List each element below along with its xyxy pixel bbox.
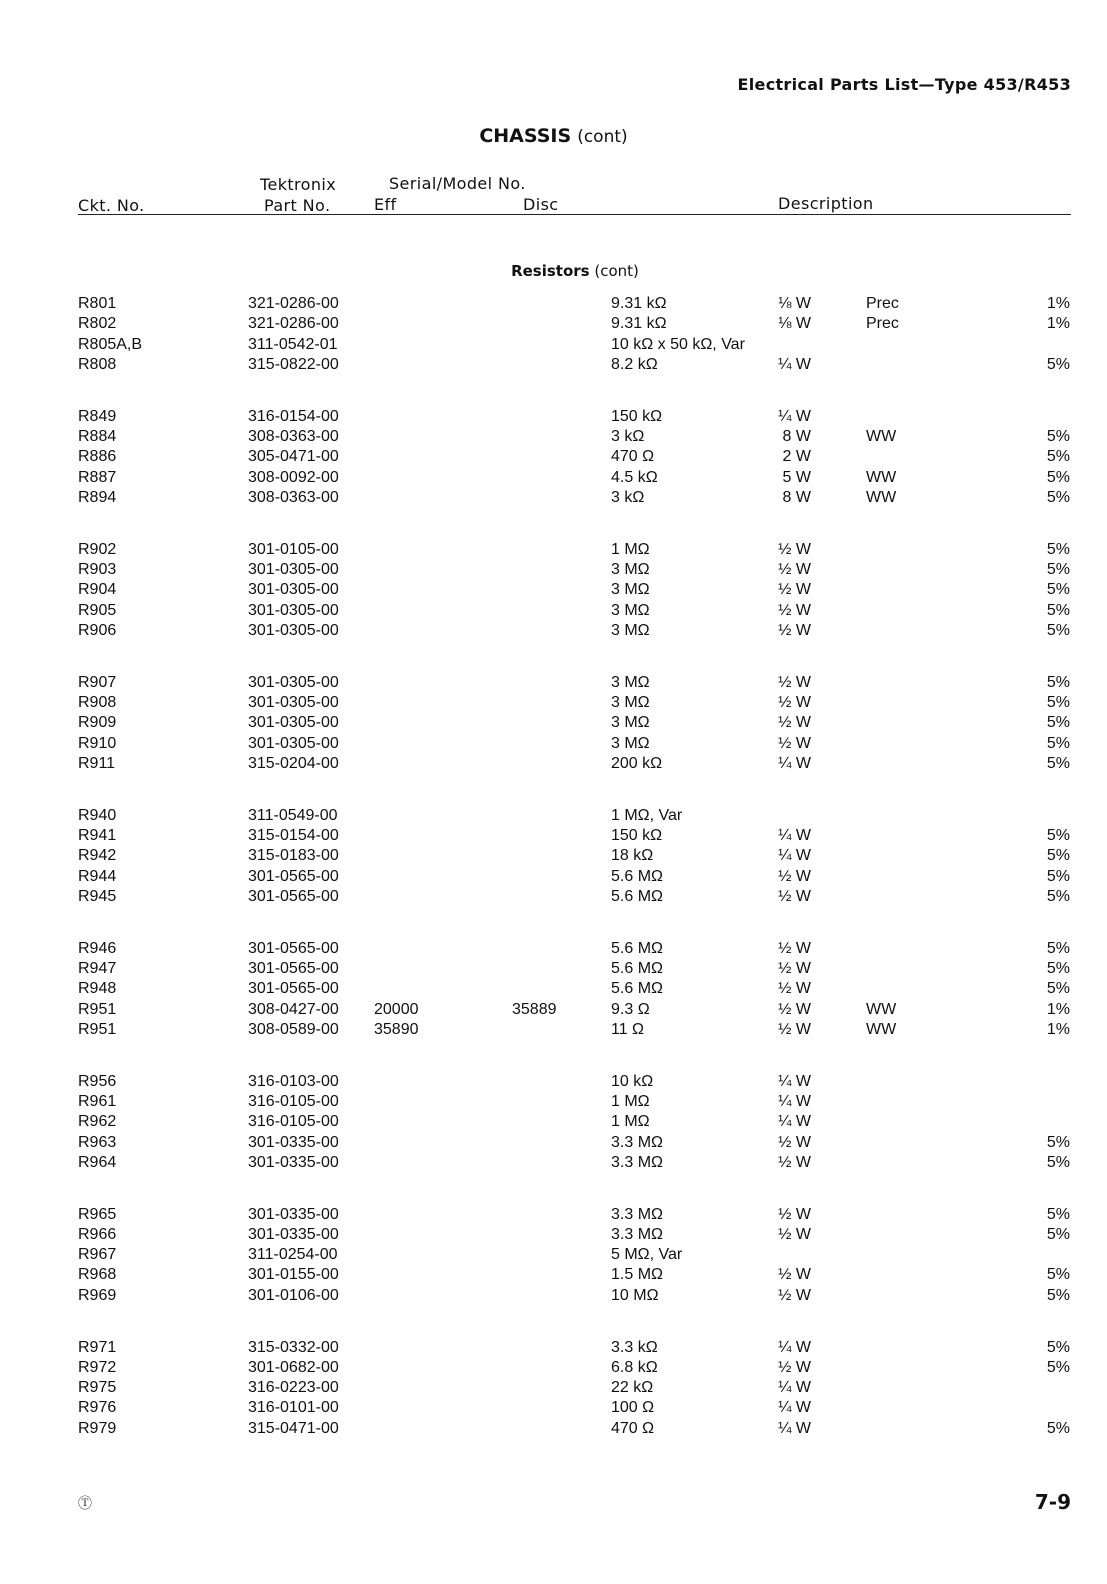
part-number: 316-0103-00 <box>248 1072 339 1090</box>
part-number: 315-0154-00 <box>248 826 339 844</box>
table-row <box>0 806 1107 826</box>
part-number: 308-0589-00 <box>248 1020 339 1038</box>
wattage: ½ W <box>778 581 811 599</box>
wattage: ¼ W <box>778 1338 811 1356</box>
ckt-number: R964 <box>78 1153 117 1171</box>
table-row <box>0 407 1107 427</box>
resistance-value: 1 MΩ <box>611 1113 650 1131</box>
resistance-value: 1.5 MΩ <box>611 1266 663 1284</box>
tolerance: 5% <box>1046 427 1070 445</box>
ckt-number: R884 <box>78 427 117 445</box>
page-header: Electrical Parts List—Type 453/R453 <box>737 75 1071 94</box>
ckt-number: R951 <box>78 1000 117 1018</box>
table-row <box>0 540 1107 560</box>
resistance-value: 1 MΩ <box>611 540 650 558</box>
wattage: 8 W <box>782 427 811 445</box>
column-header-serial: Serial/Model No. <box>389 174 526 193</box>
part-number: 308-0363-00 <box>248 427 339 445</box>
ckt-number: R956 <box>78 1072 117 1090</box>
wattage: ½ W <box>778 714 811 732</box>
table-row <box>0 1265 1107 1285</box>
resistance-value: 470 Ω <box>611 1419 655 1437</box>
resistance-value: 5.6 MΩ <box>611 867 663 885</box>
table-row <box>0 580 1107 600</box>
table-row <box>0 314 1107 334</box>
wattage: ¼ W <box>778 826 811 844</box>
part-number: 301-0105-00 <box>248 540 339 558</box>
table-row <box>0 1020 1107 1040</box>
tolerance: 1% <box>1046 295 1070 312</box>
table-row <box>0 673 1107 693</box>
wattage: ⅛ W <box>778 295 811 312</box>
ckt-number: R911 <box>78 754 116 772</box>
part-number: 316-0101-00 <box>248 1399 339 1417</box>
tolerance: 5% <box>1046 1205 1070 1223</box>
table-row <box>0 1398 1107 1418</box>
table-row <box>0 560 1107 580</box>
resistance-value: 470 Ω <box>611 448 655 466</box>
wattage: ½ W <box>778 673 811 691</box>
ckt-number: R968 <box>78 1266 117 1284</box>
ckt-number: R905 <box>78 601 117 619</box>
part-number: 321-0286-00 <box>248 315 339 333</box>
part-number: 301-0155-00 <box>248 1266 339 1284</box>
resistor-type: WW <box>866 488 897 506</box>
tolerance: 5% <box>1046 355 1070 373</box>
wattage: 8 W <box>782 488 811 506</box>
wattage: ½ W <box>778 693 811 711</box>
tolerance: 1% <box>1046 315 1070 333</box>
table-row <box>0 294 1107 314</box>
wattage: ½ W <box>778 887 811 905</box>
wattage: ½ W <box>778 1286 811 1304</box>
column-header-eff: Eff <box>374 195 397 214</box>
part-number: 315-0204-00 <box>248 754 339 772</box>
ckt-number: R969 <box>78 1286 117 1304</box>
serial-eff: 35890 <box>374 1020 419 1038</box>
ckt-number: R963 <box>78 1133 117 1151</box>
ckt-number: R801 <box>78 295 117 312</box>
resistance-value: 200 kΩ <box>611 754 663 772</box>
part-number: 301-0305-00 <box>248 714 339 732</box>
part-number: 301-0335-00 <box>248 1225 339 1243</box>
resistance-value: 5 MΩ, Var <box>611 1246 683 1264</box>
resistor-type: WW <box>866 427 897 445</box>
part-number: 316-0105-00 <box>248 1092 339 1110</box>
page-number: 7-9 <box>1034 1490 1071 1514</box>
table-row <box>0 1378 1107 1398</box>
resistor-type: Prec <box>866 315 899 333</box>
part-number: 301-0565-00 <box>248 980 339 998</box>
part-number: 315-0471-00 <box>248 1419 339 1437</box>
part-number: 301-0106-00 <box>248 1286 339 1304</box>
wattage: ¼ W <box>778 1399 811 1417</box>
resistance-value: 3 MΩ <box>611 560 650 578</box>
wattage: ½ W <box>778 1133 811 1151</box>
resistance-value: 3 MΩ <box>611 734 650 752</box>
wattage: ½ W <box>778 980 811 998</box>
resistance-value: 11 Ω <box>611 1020 645 1038</box>
section-title-main: CHASSIS <box>479 125 572 147</box>
ckt-number: R910 <box>78 734 117 752</box>
resistance-value: 10 kΩ x 50 kΩ, Var <box>611 335 745 353</box>
resistance-value: 100 Ω <box>611 1399 655 1417</box>
part-number: 316-0154-00 <box>248 407 339 425</box>
wattage: 5 W <box>782 468 811 486</box>
category-title: Resistors <box>511 262 590 280</box>
tolerance: 5% <box>1046 734 1070 752</box>
tolerance: 5% <box>1046 540 1070 558</box>
resistance-value: 9.3 Ω <box>611 1000 650 1018</box>
table-row <box>0 468 1107 488</box>
wattage: ½ W <box>778 601 811 619</box>
tolerance: 5% <box>1046 673 1070 691</box>
ckt-number: R948 <box>78 980 117 998</box>
tolerance: 5% <box>1046 867 1070 885</box>
tolerance: 5% <box>1046 488 1070 506</box>
part-number: 311-0549-00 <box>248 806 338 824</box>
table-row <box>0 601 1107 621</box>
resistance-value: 3.3 MΩ <box>611 1153 663 1171</box>
column-header-disc: Disc <box>523 195 559 214</box>
resistance-value: 3 kΩ <box>611 488 645 506</box>
table-row <box>0 1358 1107 1378</box>
ckt-number: R902 <box>78 540 117 558</box>
tolerance: 5% <box>1046 1133 1070 1151</box>
part-number: 321-0286-00 <box>248 295 339 312</box>
table-row <box>0 1000 1107 1020</box>
ckt-number: R904 <box>78 581 117 599</box>
ckt-number: R886 <box>78 448 117 466</box>
ckt-number: R903 <box>78 560 117 578</box>
table-row <box>0 1205 1107 1225</box>
part-number: 301-0305-00 <box>248 581 339 599</box>
wattage: ½ W <box>778 1205 811 1223</box>
resistance-value: 5.6 MΩ <box>611 959 663 977</box>
ckt-number: R894 <box>78 488 117 506</box>
table-row <box>0 959 1107 979</box>
table-row <box>0 1245 1107 1265</box>
section-title <box>0 125 1107 147</box>
wattage: ½ W <box>778 1153 811 1171</box>
wattage: ½ W <box>778 1225 811 1243</box>
resistance-value: 3 MΩ <box>611 621 650 639</box>
ckt-number: R965 <box>78 1205 117 1223</box>
wattage: ½ W <box>778 939 811 957</box>
tolerance: 5% <box>1046 560 1070 578</box>
part-number: 301-0565-00 <box>248 867 339 885</box>
resistor-type: WW <box>866 1020 897 1038</box>
table-row <box>0 1225 1107 1245</box>
resistance-value: 9.31 kΩ <box>611 295 667 312</box>
tolerance: 5% <box>1046 448 1070 466</box>
part-number: 315-0332-00 <box>248 1338 339 1356</box>
section-title-suffix: (cont) <box>577 127 628 147</box>
resistance-value: 10 kΩ <box>611 1072 654 1090</box>
resistance-value: 1 MΩ, Var <box>611 806 683 824</box>
ckt-number: R967 <box>78 1246 117 1264</box>
table-row <box>0 693 1107 713</box>
table-row <box>0 621 1107 641</box>
resistance-value: 3.3 MΩ <box>611 1133 663 1151</box>
part-number: 315-0822-00 <box>248 355 339 373</box>
part-number: 301-0335-00 <box>248 1205 339 1223</box>
resistance-value: 9.31 kΩ <box>611 315 667 333</box>
part-number: 315-0183-00 <box>248 847 339 865</box>
table-row <box>0 1072 1107 1092</box>
ckt-number: R971 <box>78 1338 117 1356</box>
table-row <box>0 1419 1107 1439</box>
table-row <box>0 1092 1107 1112</box>
resistance-value: 3 kΩ <box>611 427 645 445</box>
resistance-value: 5.6 MΩ <box>611 887 663 905</box>
table-row <box>0 939 1107 959</box>
tolerance: 5% <box>1046 468 1070 486</box>
part-number: 311-0542-01 <box>248 335 338 353</box>
part-number: 301-0335-00 <box>248 1153 339 1171</box>
ckt-number: R972 <box>78 1358 117 1376</box>
wattage: ¼ W <box>778 1379 811 1397</box>
tolerance: 5% <box>1046 826 1070 844</box>
tolerance: 5% <box>1046 754 1070 772</box>
part-number: 316-0105-00 <box>248 1113 339 1131</box>
table-row <box>0 979 1107 999</box>
tolerance: 5% <box>1046 980 1070 998</box>
part-number: 301-0305-00 <box>248 734 339 752</box>
wattage: ½ W <box>778 1000 811 1018</box>
table-row <box>0 1338 1107 1358</box>
wattage: ½ W <box>778 1266 811 1284</box>
resistance-value: 18 kΩ <box>611 847 654 865</box>
wattage: ½ W <box>778 560 811 578</box>
tolerance: 5% <box>1046 693 1070 711</box>
ckt-number: R802 <box>78 315 117 333</box>
ckt-number: R944 <box>78 867 117 885</box>
category-heading <box>0 262 1107 280</box>
wattage: ½ W <box>778 867 811 885</box>
wattage: 2 W <box>782 448 811 466</box>
category-suffix: (cont) <box>594 262 639 280</box>
tolerance: 5% <box>1046 847 1070 865</box>
ckt-number: R940 <box>78 806 117 824</box>
part-number: 301-0305-00 <box>248 601 339 619</box>
table-row <box>0 713 1107 733</box>
resistance-value: 5.6 MΩ <box>611 980 663 998</box>
resistance-value: 150 kΩ <box>611 407 663 425</box>
serial-eff: 20000 <box>374 1000 419 1018</box>
column-header-part-line2: Part No. <box>264 196 331 215</box>
table-row <box>0 754 1107 774</box>
tolerance: 5% <box>1046 714 1070 732</box>
ckt-number: R961 <box>78 1092 117 1110</box>
serial-disc: 35889 <box>512 1000 557 1018</box>
wattage: ½ W <box>778 1020 811 1038</box>
wattage: ¼ W <box>778 847 811 865</box>
tolerance: 5% <box>1046 1419 1070 1437</box>
wattage: ¼ W <box>778 355 811 373</box>
ckt-number: R906 <box>78 621 117 639</box>
resistance-value: 10 MΩ <box>611 1286 659 1304</box>
resistance-value: 3 MΩ <box>611 673 650 691</box>
part-number: 308-0092-00 <box>248 468 339 486</box>
tolerance: 5% <box>1046 959 1070 977</box>
tolerance: 5% <box>1046 1286 1070 1304</box>
resistance-value: 4.5 kΩ <box>611 468 658 486</box>
part-number: 311-0254-00 <box>248 1246 338 1264</box>
tolerance: 1% <box>1046 1020 1070 1038</box>
ckt-number: R947 <box>78 959 117 977</box>
ckt-number: R887 <box>78 468 117 486</box>
part-number: 301-0335-00 <box>248 1133 339 1151</box>
ckt-number: R941 <box>78 826 117 844</box>
table-row <box>0 846 1107 866</box>
wattage: ½ W <box>778 734 811 752</box>
tolerance: 5% <box>1046 887 1070 905</box>
part-number: 301-0305-00 <box>248 621 339 639</box>
tolerance: 5% <box>1046 1153 1070 1171</box>
ckt-number: R805A,B <box>78 335 143 353</box>
tolerance: 5% <box>1046 621 1070 639</box>
resistance-value: 3 MΩ <box>611 581 650 599</box>
ckt-number: R945 <box>78 887 117 905</box>
ckt-number: R909 <box>78 714 117 732</box>
column-header-part-line1: Tektronix <box>260 175 337 194</box>
tolerance: 5% <box>1046 581 1070 599</box>
publisher-mark: Ⓣ <box>78 1496 92 1512</box>
resistance-value: 3 MΩ <box>611 601 650 619</box>
tolerance: 5% <box>1046 1358 1070 1376</box>
resistance-value: 3 MΩ <box>611 714 650 732</box>
ckt-number: R849 <box>78 407 117 425</box>
part-number: 305-0471-00 <box>248 448 339 466</box>
header-rule <box>78 214 1071 215</box>
table-row <box>0 887 1107 907</box>
wattage: ½ W <box>778 1358 811 1376</box>
table-row <box>0 1153 1107 1173</box>
table-row <box>0 1133 1107 1153</box>
tolerance: 5% <box>1046 1266 1070 1284</box>
part-number: 301-0565-00 <box>248 939 339 957</box>
table-row <box>0 1112 1107 1132</box>
part-number: 301-0305-00 <box>248 673 339 691</box>
resistor-type: WW <box>866 1000 897 1018</box>
column-header-description: Description <box>778 194 874 213</box>
wattage: ¼ W <box>778 1419 811 1437</box>
wattage: ½ W <box>778 540 811 558</box>
ckt-number: R975 <box>78 1379 117 1397</box>
part-number: 301-0565-00 <box>248 887 339 905</box>
part-number: 301-0305-00 <box>248 560 339 578</box>
part-number: 308-0427-00 <box>248 1000 339 1018</box>
ckt-number: R979 <box>78 1419 117 1437</box>
column-header-ckt: Ckt. No. <box>78 196 145 215</box>
resistor-type: WW <box>866 468 897 486</box>
ckt-number: R966 <box>78 1225 117 1243</box>
parts-table <box>0 294 1107 1439</box>
resistance-value: 3.3 MΩ <box>611 1205 663 1223</box>
resistance-value: 150 kΩ <box>611 826 663 844</box>
wattage: ½ W <box>778 621 811 639</box>
tolerance: 5% <box>1046 601 1070 619</box>
tolerance: 1% <box>1046 1000 1070 1018</box>
table-row <box>0 826 1107 846</box>
resistance-value: 8.2 kΩ <box>611 355 658 373</box>
table-row <box>0 335 1107 355</box>
table-row <box>0 355 1107 375</box>
table-row <box>0 447 1107 467</box>
part-number: 301-0682-00 <box>248 1358 339 1376</box>
tolerance: 5% <box>1046 1338 1070 1356</box>
wattage: ¼ W <box>778 1092 811 1110</box>
ckt-number: R946 <box>78 939 117 957</box>
table-row <box>0 734 1107 754</box>
tolerance: 5% <box>1046 1225 1070 1243</box>
ckt-number: R951 <box>78 1020 117 1038</box>
part-number: 308-0363-00 <box>248 488 339 506</box>
resistance-value: 3 MΩ <box>611 693 650 711</box>
wattage: ¼ W <box>778 754 811 772</box>
tolerance: 5% <box>1046 939 1070 957</box>
wattage: ¼ W <box>778 1072 811 1090</box>
part-number: 301-0565-00 <box>248 959 339 977</box>
wattage: ½ W <box>778 959 811 977</box>
resistance-value: 5.6 MΩ <box>611 939 663 957</box>
ckt-number: R808 <box>78 355 117 373</box>
resistance-value: 22 kΩ <box>611 1379 654 1397</box>
wattage: ¼ W <box>778 1113 811 1131</box>
table-row <box>0 488 1107 508</box>
ckt-number: R976 <box>78 1399 117 1417</box>
ckt-number: R962 <box>78 1113 117 1131</box>
part-number: 301-0305-00 <box>248 693 339 711</box>
resistance-value: 1 MΩ <box>611 1092 650 1110</box>
ckt-number: R907 <box>78 673 117 691</box>
table-row <box>0 867 1107 887</box>
table-row <box>0 1286 1107 1306</box>
resistance-value: 6.8 kΩ <box>611 1358 658 1376</box>
ckt-number: R908 <box>78 693 117 711</box>
ckt-number: R942 <box>78 847 117 865</box>
wattage: ⅛ W <box>778 315 811 333</box>
resistance-value: 3.3 MΩ <box>611 1225 663 1243</box>
table-row <box>0 427 1107 447</box>
part-number: 316-0223-00 <box>248 1379 339 1397</box>
resistance-value: 3.3 kΩ <box>611 1338 658 1356</box>
resistor-type: Prec <box>866 295 899 312</box>
wattage: ¼ W <box>778 407 811 425</box>
